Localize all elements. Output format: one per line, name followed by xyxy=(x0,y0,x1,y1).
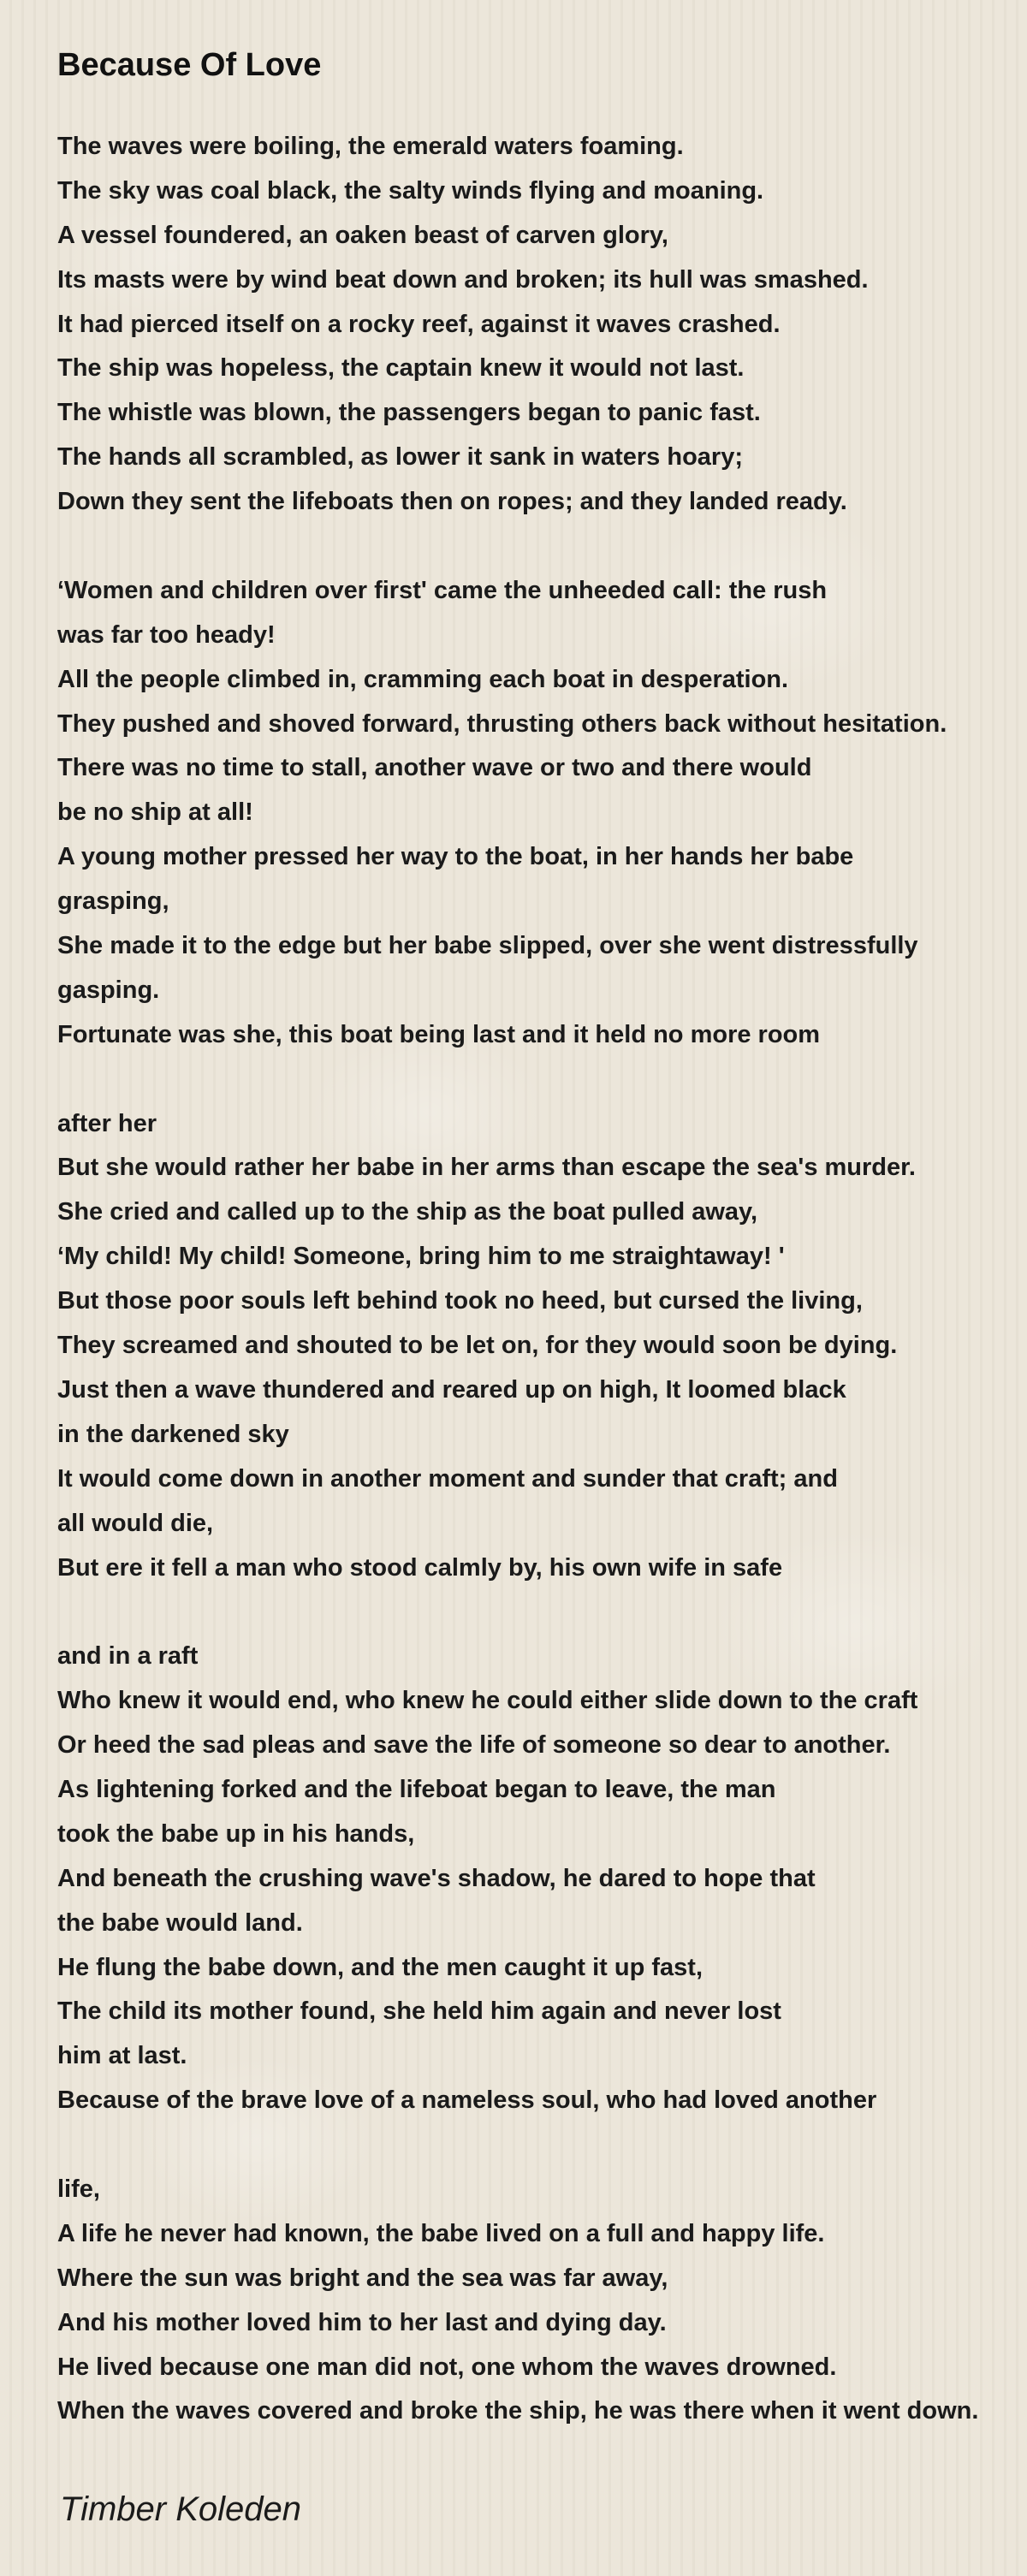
poem-line: The sky was coal black, the salty winds flying and moaning. xyxy=(57,176,764,205)
stanza-break xyxy=(57,1058,1027,1102)
poem-line: ‘My child! My child! Someone, bring him to me straightaway! ' xyxy=(57,1243,785,1271)
poem-line: all would die, xyxy=(57,1509,214,1537)
poem-line: Or heed the sad pleas and save the life of someone so dear to another. xyxy=(57,1731,891,1760)
poem-line: She cried and called up to the ship as the boat pulled away, xyxy=(57,1198,758,1226)
poem-line: took the babe up in his hands, xyxy=(57,1819,415,1848)
poem-line: Where the sun was bright and the sea was far away, xyxy=(57,2264,668,2292)
stanza-break xyxy=(57,2123,1027,2168)
poem-line: Who knew it would end, who knew he could either slide down to the craft xyxy=(57,1687,918,1715)
poem-line: All the people climbed in, cramming each boat in desperation. xyxy=(57,665,789,693)
poem-line: him at last. xyxy=(57,2042,187,2070)
poem-line: The ship was hopeless, the captain knew it would not last. xyxy=(57,354,745,383)
poem-line: Just then a wave thundered and reared up on high, It loomed black xyxy=(57,1375,846,1404)
poem-line: He flung the babe down, and the men caught it up fast, xyxy=(57,1953,703,1981)
poem-line: life, xyxy=(57,2175,100,2203)
poem-line: The hands all scrambled, as lower it sank in waters hoary; xyxy=(57,443,743,472)
poem-line: the babe would land. xyxy=(57,1908,303,1937)
poem-line: The child its mother found, she held him again and never lost xyxy=(57,1997,781,2026)
poem-line: As lightening forked and the lifeboat began to leave, the man xyxy=(57,1775,776,1803)
poem-line: grasping, xyxy=(57,887,169,916)
poem-line: When the waves covered and broke the ship, he was there when it went down. xyxy=(57,2397,979,2425)
poem-line: Fortunate was she, this boat being last and it held no more room xyxy=(57,1020,821,1048)
poem-line: and in a raft xyxy=(57,1642,199,1671)
poem-line: There was no time to stall, another wave or two and there would xyxy=(57,754,812,782)
poem-line: He lived because one man did not, one whom the waves drowned. xyxy=(57,2353,837,2381)
stanza-break xyxy=(57,525,1027,569)
poem-line: Down they sent the lifeboats then on ropes; and they landed ready. xyxy=(57,488,847,516)
poem-line: She made it to the edge but her babe slipped, over she went distressfully xyxy=(57,932,918,960)
poem-line: was far too heady! xyxy=(57,620,276,649)
poem-line: They screamed and shouted to be let on, for they would soon be dying. xyxy=(57,1332,898,1360)
poem-line: in the darkened sky xyxy=(57,1420,289,1448)
poem-line: be no ship at all! xyxy=(57,798,253,827)
poem-line: A young mother pressed her way to the boat, in her hands her babe xyxy=(57,843,854,871)
poem-line: gasping. xyxy=(57,976,160,1004)
poem-line: But ere it fell a man who stood calmly by, his own wife in safe xyxy=(57,1553,783,1582)
poem-title: Because Of Love xyxy=(57,47,322,83)
poem-line: It would come down in another moment and sunder that craft; and xyxy=(57,1464,838,1493)
poem-line: after her xyxy=(57,1109,157,1137)
poem-line: They pushed and shoved forward, thrusting others back without hesitation. xyxy=(57,709,947,738)
poem-body xyxy=(57,125,1027,2434)
poem-line: A life he never had known, the babe lived on a full and happy life. xyxy=(57,2219,825,2247)
poem-line: And his mother loved him to her last and dying day. xyxy=(57,2308,667,2336)
poem-line: But those poor souls left behind took no heed, but cursed the living, xyxy=(57,1287,863,1315)
poem-line: But she would rather her babe in her arms than escape the sea's murder. xyxy=(57,1154,916,1182)
poem-line: The waves were boiling, the emerald waters foaming. xyxy=(57,133,684,160)
poem-line: ‘Women and children over first' came the unheeded call: the rush xyxy=(57,576,828,604)
poem-author: Timber Koleden xyxy=(60,2490,302,2528)
poem-line: The whistle was blown, the passengers began to panic fast. xyxy=(57,399,761,427)
poem-line: A vessel foundered, an oaken beast of carven glory, xyxy=(57,221,668,249)
poem-line: Because of the brave love of a nameless soul, who had loved another xyxy=(57,2086,877,2115)
stanza-break xyxy=(57,1590,1027,1635)
poem-line: And beneath the crushing wave's shadow, he dared to hope that xyxy=(57,1864,816,1892)
poem-line: It had pierced itself on a rocky reef, against it waves crashed. xyxy=(57,310,781,338)
poem-line: Its masts were by wind beat down and broken; its hull was smashed. xyxy=(57,265,869,294)
